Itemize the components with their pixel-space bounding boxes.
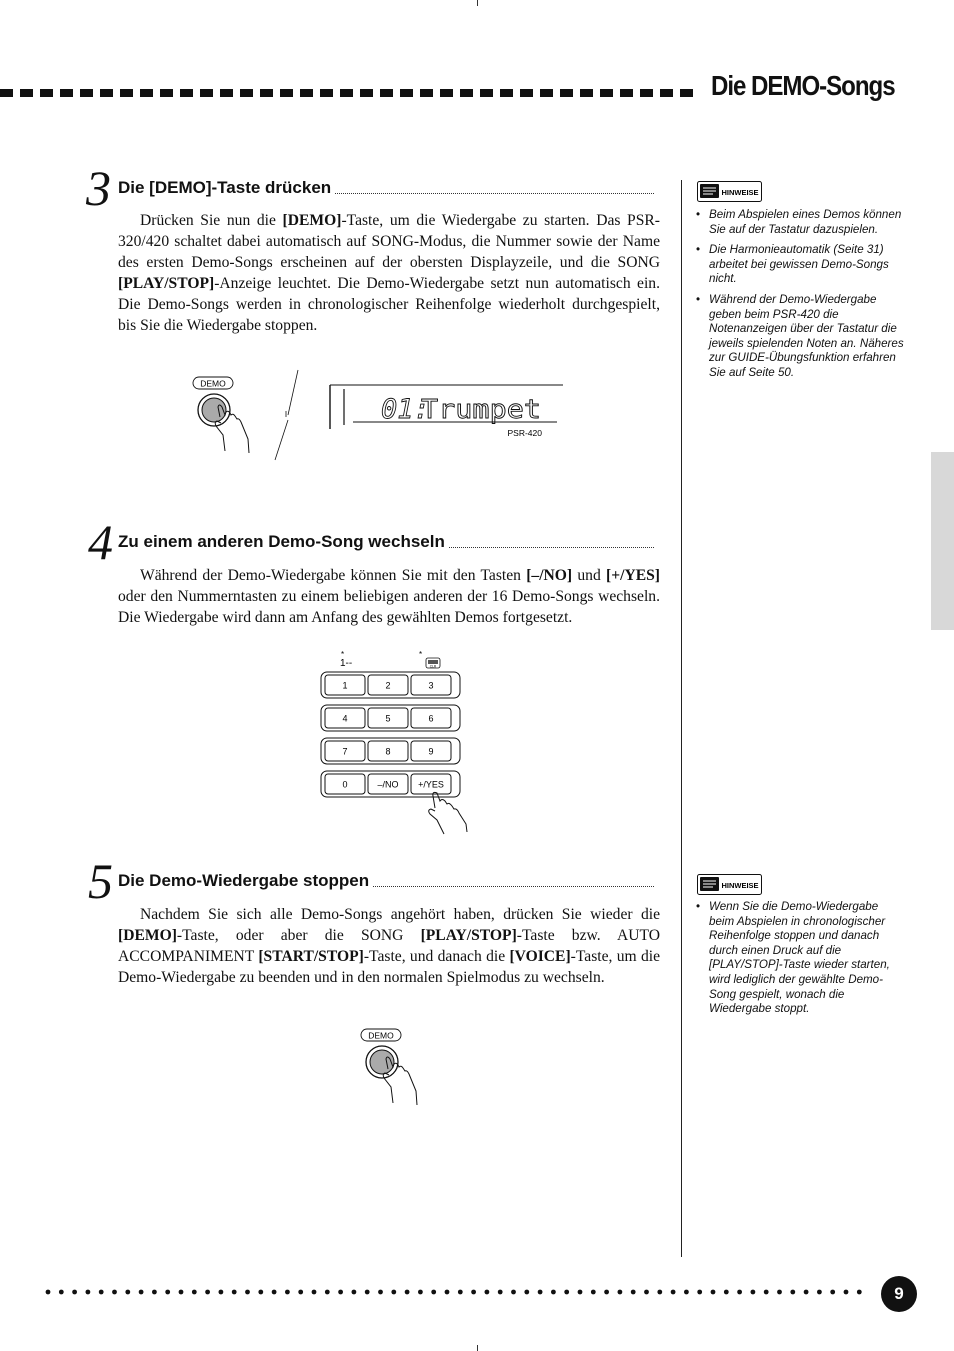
footer-dot [431, 1290, 436, 1295]
footer-dot [777, 1290, 782, 1295]
figure-demo-button [352, 1017, 432, 1117]
footer-dot [657, 1290, 662, 1295]
footer-dot [125, 1290, 130, 1295]
footer-dot [378, 1290, 383, 1295]
footer-dot [564, 1290, 569, 1295]
demo-button-figure [193, 377, 249, 453]
footer-dot [804, 1290, 809, 1295]
footer-dot [285, 1290, 290, 1295]
note-icon-label: HINWEISE [721, 188, 759, 197]
step-3-number: 3 [86, 160, 111, 216]
footer-dot-rule [44, 1285, 869, 1299]
keypad-key-label: –/NO [377, 779, 399, 790]
step-3-body [118, 210, 660, 336]
footer-dot [764, 1290, 769, 1295]
footer-dot [538, 1290, 543, 1295]
step-5-key-start-stop: [START/STOP] [258, 948, 364, 965]
keypad-marker-right: CLR [429, 664, 437, 669]
footer-dot [325, 1290, 330, 1295]
note-icon-bottom [697, 874, 763, 896]
demo-label: DEMO [368, 1030, 394, 1041]
step-4-key-yes: [+/YES] [606, 567, 660, 584]
footer-dot [485, 1290, 490, 1295]
footer-dot [817, 1290, 822, 1295]
keypad-key-label: 6 [428, 713, 434, 724]
step-3-text-2: -Taste, um die Wiedergabe zu starten. Das PSR-320/420 schaltet dabei automatisch auf SONG-Modus, die Nummer sowie der Name des ersten Demo-Songs erscheinen auf der obersten Displayzeile, und die SONG [118, 212, 660, 271]
footer-dot [405, 1290, 410, 1295]
note-item: • Während der Demo-Wiedergabe geben beim PSR-420 die Notenanzeigen über der Tastatur die jeweils spielenden Noten an. Näheres zur GUIDE-Übungsfunktion erfahren Sie auf Seite 50. [696, 293, 904, 381]
notes-bottom-list [696, 900, 904, 1023]
step-3-heading [118, 178, 654, 198]
footer-dot [312, 1290, 317, 1295]
step-5-text-3: -Taste bzw. AUTO ACCOMPANIMENT [118, 927, 661, 965]
footer-dot [365, 1290, 370, 1295]
figure-demo-display [185, 365, 565, 465]
keypad-key-label: 0 [342, 779, 348, 790]
step-4-key-no: [–/NO] [526, 567, 573, 584]
step-4-body [118, 565, 660, 628]
footer-dot [165, 1290, 170, 1295]
footer-dot [86, 1290, 91, 1295]
lcd-song-name: Trumpet [421, 395, 541, 425]
step-5-leader-dots [373, 886, 654, 887]
crop-mark-top [477, 0, 478, 6]
footer-dot [272, 1290, 277, 1295]
keypad-key-label: 9 [428, 746, 434, 757]
step-3-title: Die [DEMO]-Taste drücken [118, 178, 332, 197]
footer-dot [99, 1290, 104, 1295]
footer-dot [697, 1290, 702, 1295]
step-3-key-demo: [DEMO] [282, 212, 342, 229]
notes-top-list [696, 208, 904, 387]
footer-dot [72, 1290, 77, 1295]
footer-dot [219, 1290, 224, 1295]
footer-dot [112, 1290, 117, 1295]
footer-dot [418, 1290, 423, 1295]
step-5-key-demo: [DEMO] [118, 927, 177, 944]
figure-keypad [315, 648, 475, 836]
column-divider [681, 180, 682, 1257]
callout-line-1 [288, 370, 298, 415]
footer-dot [751, 1290, 756, 1295]
keypad-key-label: 8 [385, 746, 391, 757]
footer-dot [857, 1290, 862, 1295]
step-3-leader-dots [335, 193, 654, 194]
step-5-text-2: -Taste, oder aber die SONG [176, 927, 421, 944]
clear-icon-fill [428, 660, 438, 664]
note-item: • Die Harmonieautomatik (Seite 31) arbeitet bei gewissen Demo-Songs nicht. [696, 243, 904, 287]
note-item: • Wenn Sie die Demo-Wiedergabe beim Abspielen in chronologischer Reihenfolge stoppen und danach durch einen Druck auf die [PLAY/STOP]-Taste wieder starten, wird lediglich der gewählte Demo-Song gespielt, wonach die Wiedergabe stoppt. [696, 900, 904, 1017]
step-5-key-voice: [VOICE] [509, 948, 571, 965]
footer-dot [737, 1290, 742, 1295]
footer-dot [644, 1290, 649, 1295]
header-dash-rule [0, 89, 696, 97]
demo-button [202, 398, 226, 422]
footer-dot [724, 1290, 729, 1295]
crop-mark-bottom [477, 1345, 478, 1351]
footer-dot [631, 1290, 636, 1295]
footer-dot [524, 1290, 529, 1295]
step-5-text-5: -Taste, um die Demo-Wiedergabe zu beenden und in den normalen Spielmodus zu wechseln. [118, 948, 661, 986]
note-icon-top [697, 181, 763, 203]
footer-dot [498, 1290, 503, 1295]
footer-dot [245, 1290, 250, 1295]
section-tab [931, 452, 954, 630]
footer-dot [790, 1290, 795, 1295]
step-5-title: Die Demo-Wiedergabe stoppen [118, 871, 370, 890]
footer-dot [844, 1290, 849, 1295]
step-5-text-4: -Taste, und danach die [363, 948, 510, 965]
keypad-key-label: +/YES [418, 779, 444, 790]
footer-dot [671, 1290, 676, 1295]
footer-dot [139, 1290, 144, 1295]
step-3-text-3: -Anzeige leuchtet. Die Demo-Wiedergabe setzt nun automatisch ein. Die Demo-Songs werden in chronologischer Reihenfolge wiederholt durchgespielt, bis Sie die Wiedergabe stoppen. [118, 275, 660, 334]
footer-dot [152, 1290, 157, 1295]
step-5-number: 5 [88, 853, 113, 909]
step-5-key-play-stop: [PLAY/STOP] [420, 927, 517, 944]
footer-dot [391, 1290, 396, 1295]
keypad-key-label: 5 [385, 713, 391, 724]
keypad-key-label: 2 [385, 680, 391, 691]
star-left: * [341, 650, 345, 659]
footer-dot [551, 1290, 556, 1295]
keypad-key-label: 3 [428, 680, 434, 691]
footer-dot [298, 1290, 303, 1295]
footer-dot [232, 1290, 237, 1295]
step-4-heading [118, 532, 654, 552]
footer-dot [179, 1290, 184, 1295]
keypad-marker-left: 1-- [340, 658, 353, 669]
footer-dot [578, 1290, 583, 1295]
demo-label: DEMO [200, 378, 226, 389]
step-4-text-3: oder den Nummerntasten zu einem beliebigen anderen der 16 Demo-Songs wechseln. Die Wiedergabe wird dann am Anfang des gewählten Demos fortgesetzt. [118, 588, 660, 626]
page-title: Die DEMO-Songs [711, 70, 895, 101]
footer-dot [458, 1290, 463, 1295]
footer-dot [711, 1290, 716, 1295]
footer-dot [471, 1290, 476, 1295]
step-4-number: 4 [88, 514, 113, 570]
footer-dot [830, 1290, 835, 1295]
footer-dot [591, 1290, 596, 1295]
footer-dot [352, 1290, 357, 1295]
star-right: * [419, 650, 423, 659]
keypad-key-label: 4 [342, 713, 348, 724]
note-icon-label: HINWEISE [721, 881, 759, 890]
keypad-key-label: 7 [342, 746, 348, 757]
page-number: 9 [881, 1276, 917, 1312]
keypad-key-label: 1 [342, 680, 348, 691]
step-4-title: Zu einem anderen Demo-Song wechseln [118, 532, 445, 551]
demo-button [370, 1050, 394, 1074]
footer-dot [604, 1290, 609, 1295]
callout-line-2 [275, 420, 288, 460]
step-5-text-1: Nachdem Sie sich alle Demo-Songs angehört haben, drücken Sie wieder die [140, 906, 660, 923]
footer-dot [511, 1290, 516, 1295]
footer-dot [445, 1290, 450, 1295]
step-5-heading [118, 871, 654, 891]
footer-dot [338, 1290, 343, 1295]
keypad-rows [321, 672, 460, 797]
footer-dot [258, 1290, 263, 1295]
lcd-display [330, 385, 563, 438]
step-4-leader-dots [449, 547, 654, 548]
step-5-body [118, 904, 660, 988]
footer-dot [46, 1290, 51, 1295]
footer-dot [59, 1290, 64, 1295]
footer-dot [618, 1290, 623, 1295]
finger-hand-icon [429, 792, 467, 834]
footer-dot [684, 1290, 689, 1295]
note-item: • Beim Abspielen eines Demos können Sie auf der Tastatur dazuspielen. [696, 208, 904, 237]
lcd-song-number: 01: [381, 394, 430, 425]
step-4-text-1: Während der Demo-Wiedergabe können Sie mit den Tasten [140, 567, 527, 584]
model-label: PSR-420 [507, 428, 542, 438]
footer-dot [192, 1290, 197, 1295]
step-3-key-play-stop: [PLAY/STOP] [118, 275, 215, 292]
step-4-text-2: und [572, 567, 607, 584]
footer-dot [205, 1290, 210, 1295]
step-3-text-1: Drücken Sie nun die [140, 212, 283, 229]
